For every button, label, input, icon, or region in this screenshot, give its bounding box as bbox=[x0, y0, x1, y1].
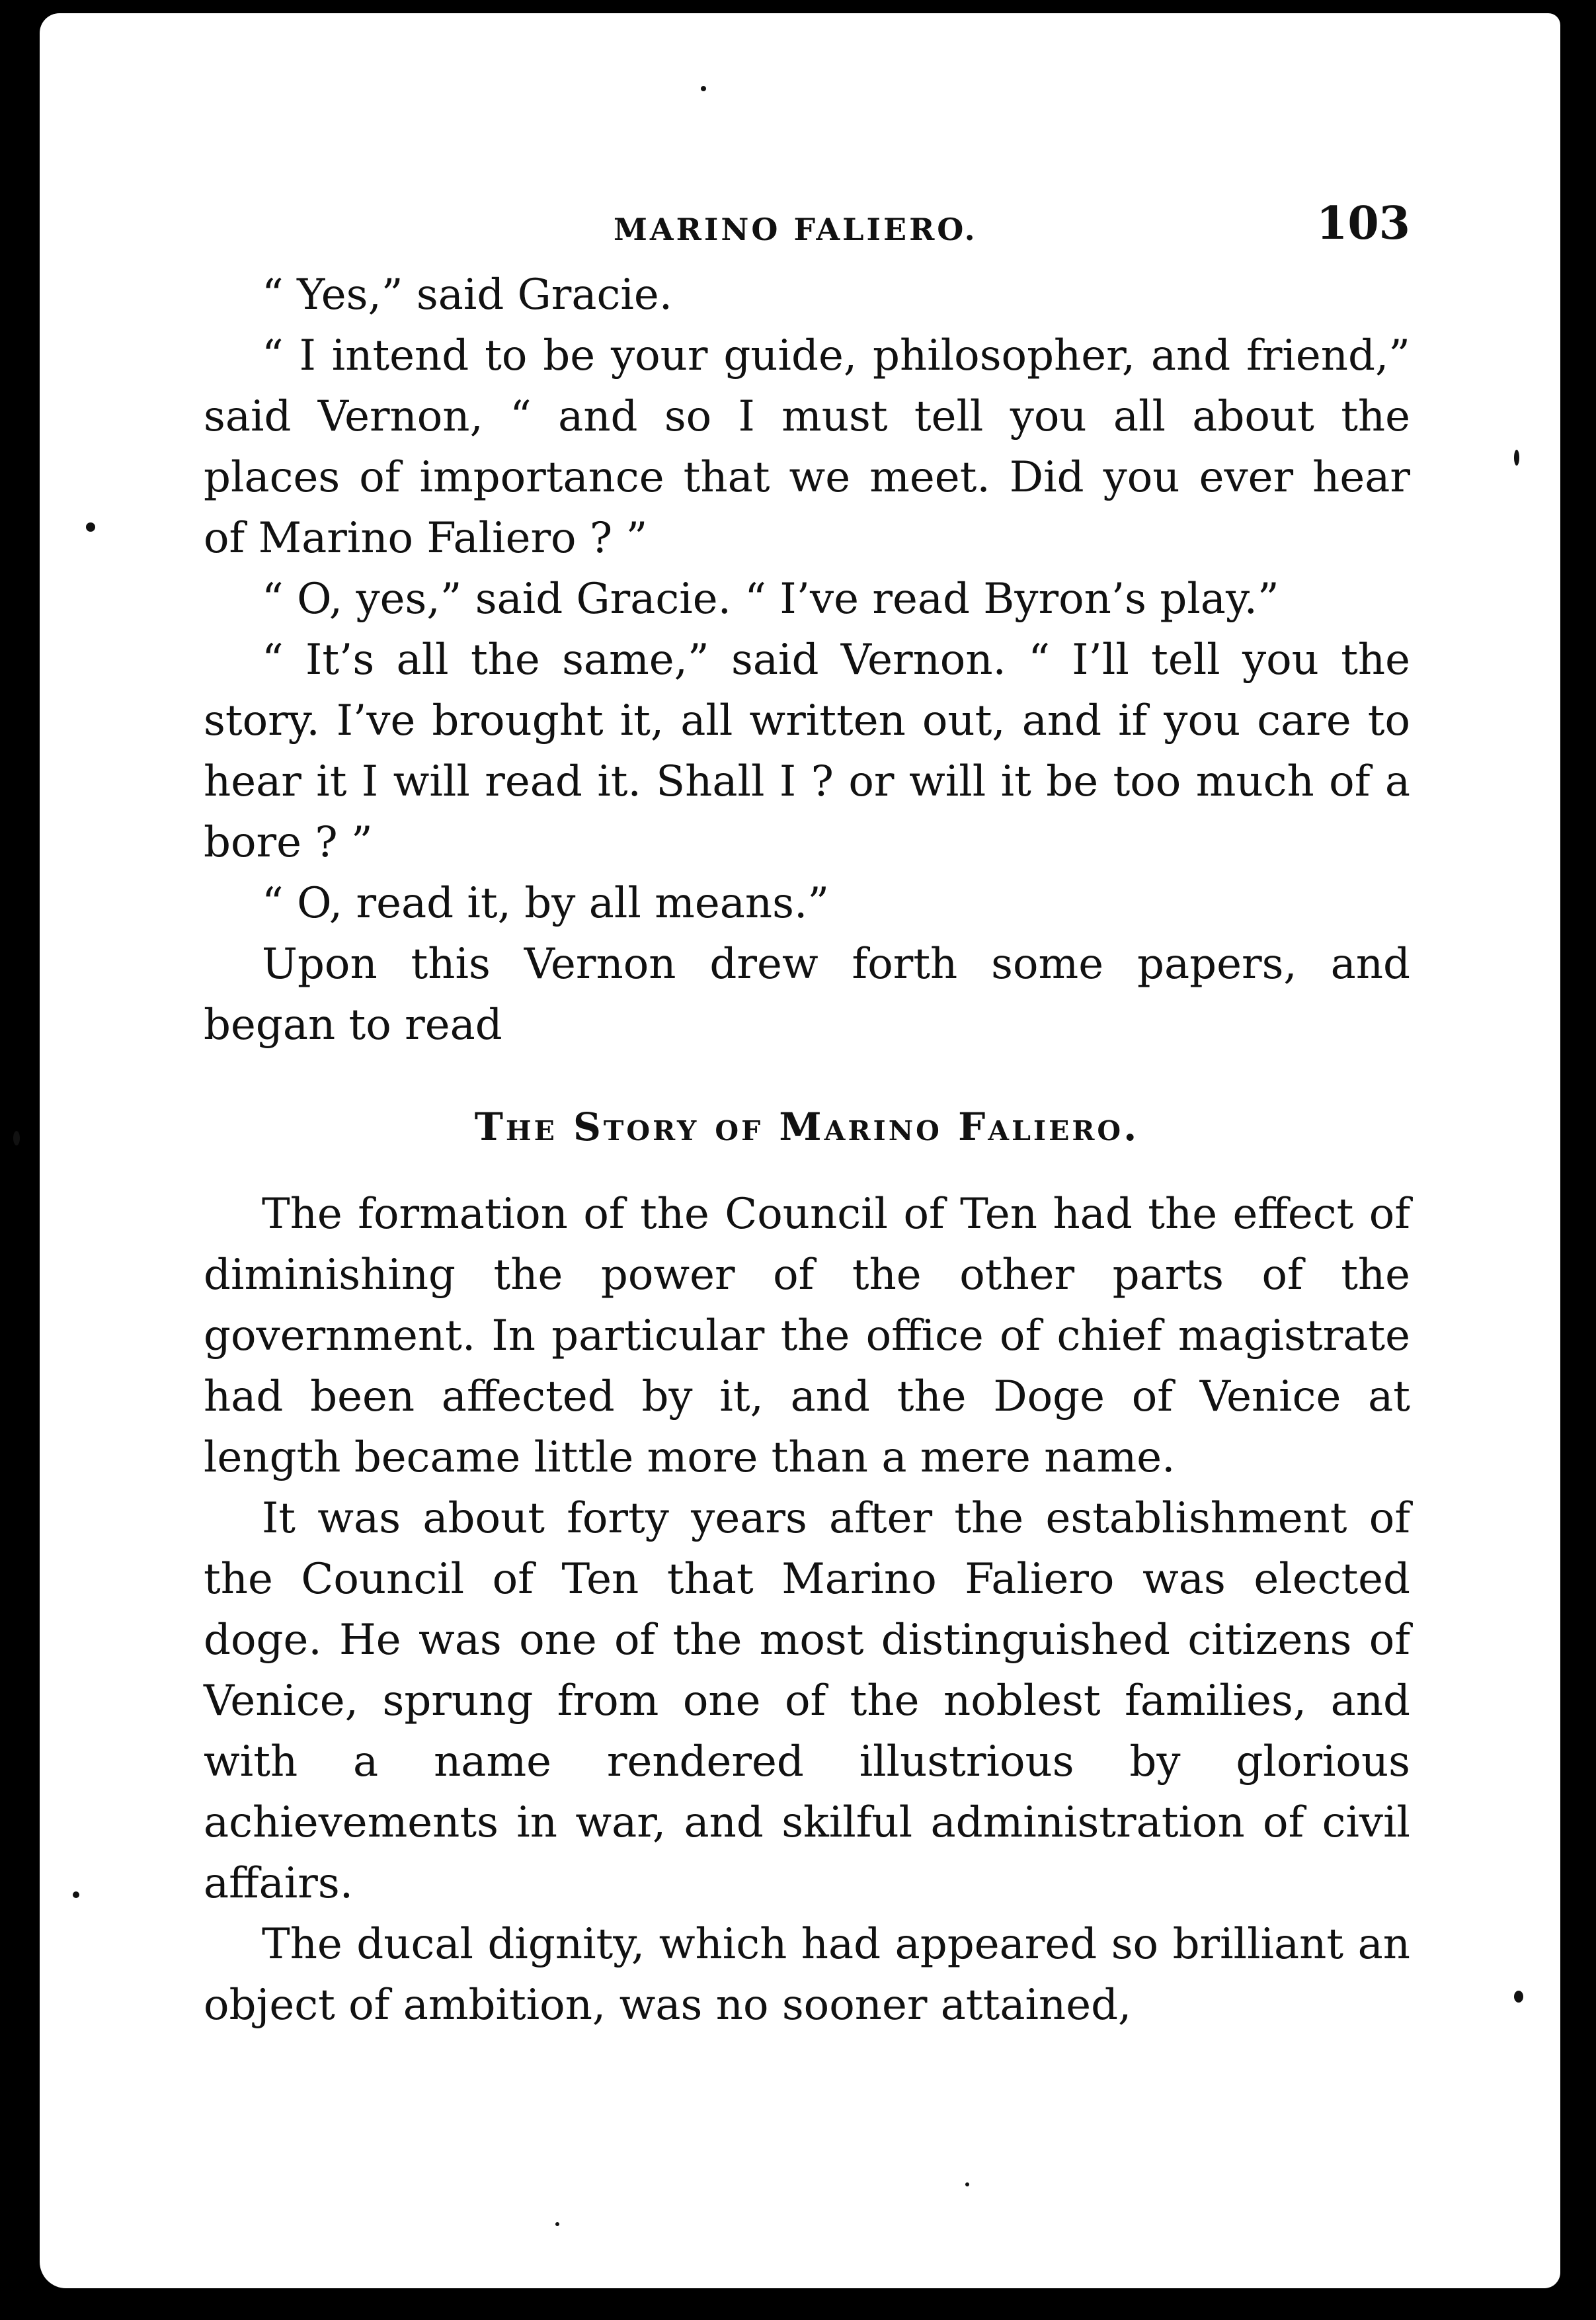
narration-paragraph: Upon this Vernon drew forth some papers, and began to read bbox=[204, 940, 1410, 1050]
running-head bbox=[204, 192, 1410, 265]
ink-speck bbox=[701, 86, 706, 91]
ink-speck bbox=[13, 1131, 20, 1145]
ink-speck bbox=[1514, 450, 1519, 466]
ink-speck bbox=[73, 1891, 79, 1898]
ink-speck bbox=[86, 522, 95, 532]
story-paragraph: The ducal dignity, which had appeared so brilliant an object of ambition, was no sooner attained, bbox=[204, 1920, 1410, 2030]
running-title: MARINO FALIERO. bbox=[614, 212, 978, 247]
dialogue-paragraph: “ Yes,” said Gracie. bbox=[262, 270, 673, 319]
page-content bbox=[204, 192, 1410, 2036]
story-paragraph: It was about forty years after the establishment of the Council of Ten that Marino Faliero was elected doge. He was one of the most distinguished citizens of Venice, sprung from one of the noblest families, and with a name rendered illustrious by glorious achievements in war, and skilful administration of civil affairs. bbox=[204, 1494, 1410, 1908]
ink-speck bbox=[555, 2222, 559, 2226]
ink-speck bbox=[1514, 1991, 1523, 2003]
dialogue-paragraph: “ O, yes,” said Gracie. “ I’ve read Byron’s play.” bbox=[262, 575, 1279, 624]
dialogue-paragraph: “ I intend to be your guide, philosopher, and friend,” said Vernon, “ and so I must tell you all about the places of importance that we meet. Did you ever hear of Marino Faliero ? ” bbox=[204, 331, 1410, 563]
page-number: 103 bbox=[1316, 197, 1410, 250]
dialogue-paragraph: “ It’s all the same,” said Vernon. “ I’ll tell you the story. I’ve brought it, all written out, and if you care to hear it I will read it. Shall I ? or will it be too much of a bore ? ” bbox=[204, 636, 1410, 867]
ink-speck bbox=[965, 2182, 969, 2186]
dialogue-paragraph: “ O, read it, by all means.” bbox=[262, 879, 830, 928]
story-paragraph: The formation of the Council of Ten had the effect of diminishing the power of the other parts of the government. In particular the office of chief magistrate had been affected by it, and the Doge of Venice at length became little more than a mere name. bbox=[204, 1190, 1410, 1482]
story-heading: The Story of Marino Faliero. bbox=[474, 1104, 1140, 1149]
